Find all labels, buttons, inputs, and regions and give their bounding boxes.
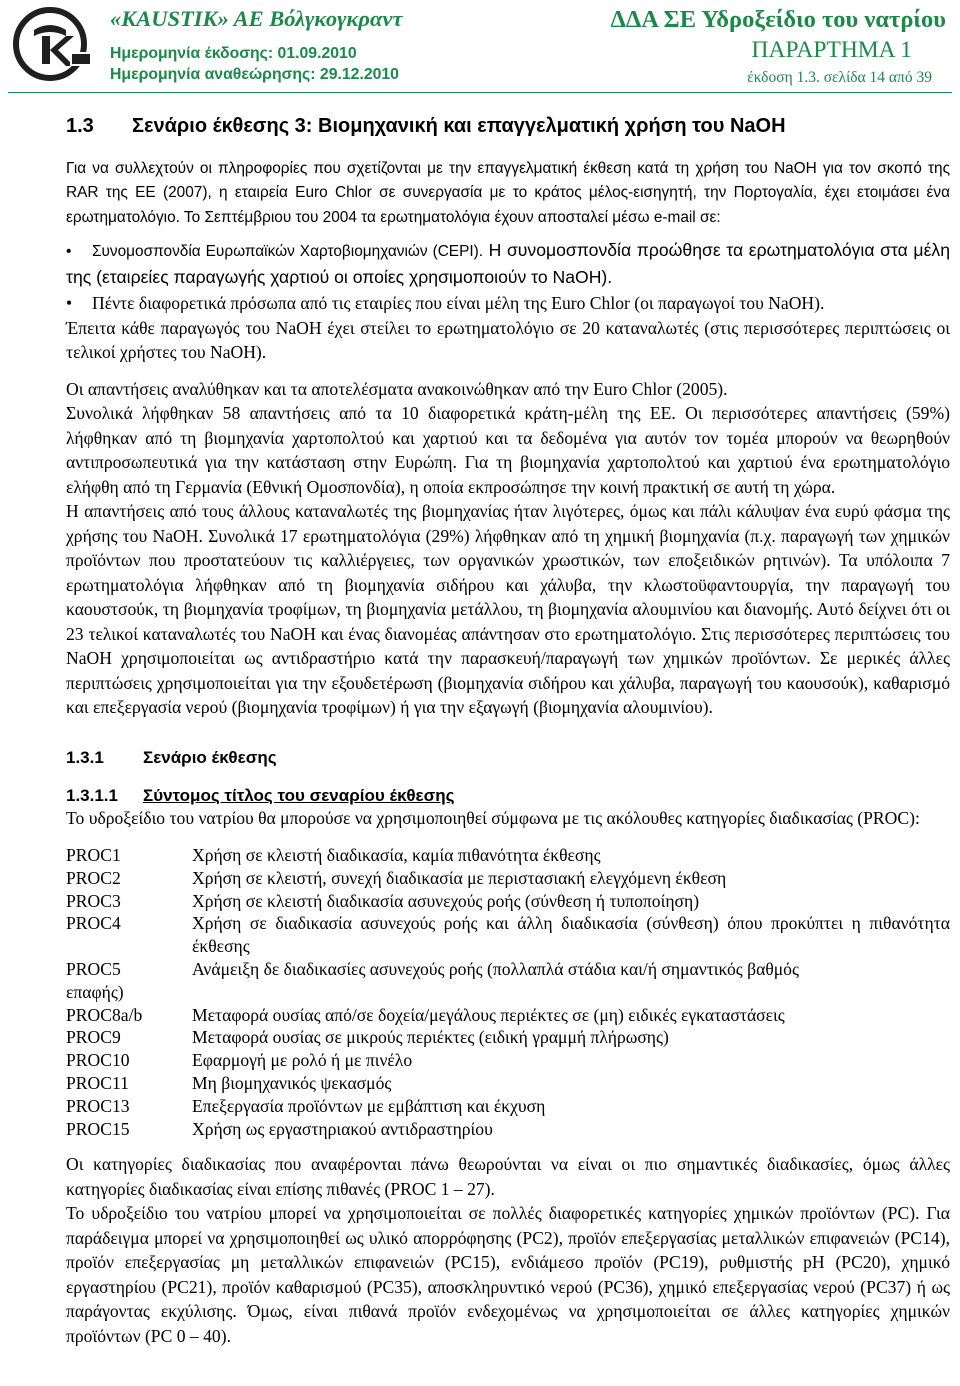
issue-date: Ημερομηνία έκδοσης: 01.09.2010 — [110, 45, 357, 62]
proc-code: PROC10 — [66, 1050, 130, 1071]
section-heading — [66, 115, 950, 138]
table-row — [66, 958, 950, 981]
proc-intro: Το υδροξείδιο του νατρίου θα μπορούσε να χρησιμοποιηθεί σύμφωνα με τις ακόλουθες κατηγορίες διαδικασίας (PROC): — [66, 807, 920, 828]
table-row — [66, 1095, 950, 1118]
proc-description: Επεξεργασία προϊόντων με εμβάπτιση και έκχυση — [192, 1095, 546, 1116]
subsubsection-heading — [66, 786, 950, 806]
paragraph: Συνολικά λήφθηκαν 58 απαντήσεις από τα 10 διαφορετικά κράτη-μέλη της ΕΕ. Οι περισσότερες απαντήσεις (59%) λήφθηκαν από τη βιομηχανία χαρτοπολτού και χαρτιού και τα δεδομένα για αυτόν τον τομέα μπορούν να θεωρηθούν αντιπροσωπευτικά για την κατάσταση στην Ευρώπη. Για τη βιομηχανία χαρτοπολτού και χαρτιού ένα ερωτηματολόγιο ελήφθη από τη Γερμανία (Εθνική Ομοσπονδία), η οποία εκπροσώπησε την κοινή πρακτική σε αυτή τη χώρα. — [66, 403, 950, 497]
table-row — [66, 867, 950, 890]
proc-table — [66, 844, 950, 1140]
paragraph: Οι απαντήσεις αναλύθηκαν και τα αποτελέσματα ανακοινώθηκαν από την Euro Chlor (2005). — [66, 378, 728, 399]
proc-code: PROC9 — [66, 1027, 121, 1048]
proc-code: PROC11 — [66, 1073, 129, 1093]
section-title: Σενάριο έκθεσης 3: Βιομηχανική και επαγγελματική χρήση του NaOH — [132, 115, 786, 137]
kaustik-logo — [12, 6, 92, 82]
proc-code: PROC2 — [66, 867, 121, 888]
section-number: 1.3 — [66, 115, 94, 137]
table-row — [66, 1072, 950, 1095]
subsubsection-number: 1.3.1.1 — [66, 785, 118, 805]
proc-description: Μεταφορά ουσίας από/σε δοχεία/μεγάλους περιέκτες σε (μη) ειδικές εγκαταστάσεις — [192, 1004, 785, 1025]
subsection-number: 1.3.1 — [66, 747, 104, 767]
table-row — [66, 1118, 950, 1141]
proc-code: PROC1 — [66, 845, 121, 866]
bullet-text-continued: Η συνομοσπονδία προώθησε τα ερωτηματολόγια στα μέλη της (εταιρείες παραγωγής χαρτιού οι οποίες χρησιμοποιούν το NaOH). — [66, 240, 950, 287]
proc-description: Χρήση ως εργαστηριακού αντιδραστηρίου — [192, 1118, 493, 1139]
table-row — [66, 981, 950, 1004]
proc-description: Μη βιομηχανικός ψεκασμός — [192, 1073, 392, 1093]
document-title: ΔΔΑ ΣΕ Υδροξείδιο του νατρίου — [610, 6, 946, 33]
company-name: «KAUSTIK» AE Βόλγκογκραντ — [110, 6, 403, 31]
intro-paragraph: Για να συλλεχτούν οι πληροφορίες που σχετίζονται με την επαγγελματική έκθεση κατά τη χρήση του NaOH για τον σκοπό της RAR της ΕΕ (2007), η εταιρεία Euro Chlor σε συνεργασία με το κράτος μέλος-εισηγητή, την Πορτογαλία, έχει ετοιμάσει ένα ερωτηματολόγιο. Το Σεπτέμβριου του 2004 τα ερωτηματολόγια έχουν αποσταλεί μέσω e-mail σε: — [66, 160, 950, 226]
bullet-text: Συνομοσπονδία Ευρωπαϊκών Χαρτοβιομηχανιών (CEPI). — [92, 243, 484, 261]
table-row — [66, 1004, 950, 1027]
subsubsection-title: Σύντομος τίτλος του σεναρίου έκθεσης — [143, 785, 455, 805]
header-divider — [8, 92, 952, 93]
bullet-text: Πέντε διαφορετικά πρόσωπα από τις εταιρίες που είναι μέλη της Euro Chlor (οι παραγωγοί του NaOH). — [92, 293, 825, 314]
bullet-item — [66, 291, 950, 316]
revision-date: Ημερομηνία αναθεώρησης: 29.12.2010 — [110, 66, 399, 83]
proc-code: επαφής) — [66, 981, 124, 1002]
proc-code: PROC15 — [66, 1118, 130, 1139]
annex-label: ΠΑΡΑΡΤΗΜΑ 1 — [751, 37, 912, 63]
proc-description: Χρήση σε διαδικασία ασυνεχούς ροής και άλλη διαδικασία (σύνθεση) όπου προκύπτει η πιθανότητα έκθεσης — [192, 913, 950, 957]
proc-description: Χρήση σε κλειστή διαδικασία, καμία πιθανότητα έκθεσης — [192, 845, 601, 866]
table-row — [66, 1049, 950, 1072]
paragraph: Έπειτα κάθε παραγωγός του NaOH έχει στείλει το ερωτηματολόγιο σε 20 καταναλωτές (στις περισσότερες περιπτώσεις οι τελικοί χρήστες του NaOH). — [66, 317, 950, 363]
proc-code: PROC5 — [66, 959, 121, 980]
table-row — [66, 890, 950, 913]
bullet-dot-icon: • — [66, 243, 72, 261]
table-row — [66, 844, 950, 867]
proc-description: Ανάμειξη δε διαδικασίες ασυνεχούς ροής (πολλαπλά στάδια και/ή σημαντικός βαθμός — [192, 959, 799, 980]
table-row — [66, 1026, 950, 1049]
bullet-item — [66, 238, 950, 291]
proc-code: PROC8a/b — [66, 1004, 143, 1025]
document-body — [66, 115, 950, 1348]
paragraph: Η απαντήσεις από τους άλλους καταναλωτές της βιομηχανίας ήταν λιγότερες, όμως και πάλι κάλυψαν ένα ευρύ φάσμα της χρήσης του NaOH. Συνολικά 17 ερωτηματολόγια (29%) λήφθηκαν από τη χημική βιομηχανία (π.χ. παραγωγή των χημικών προϊόντων που προστατεύουν τις καλλιέργειες, των οργανικών χρωστικών, των εποξειδικών ρητινών). Τα υπόλοιπα 7 ερωτηματολόγια λήφθηκαν από τη βιομηχανία σιδήρου και χάλυβα, την κλωστοϋφαντουργία, την παραγωγή του καουστσούκ, τη βιομηχανία τροφίμων, τη βιομηχανία μετάλλου, τη βιομηχανία αλουμινίου και διανομής. Αυτό δείχνει ότι οι 23 τελικοί καταναλωτές του NaOH και ένας διανομέας απάντησαν στο ερωτηματολόγιο. Στις περισσότερες περιπτώσεις του NaOH χρησιμοποιείται ως αντιδραστήριο κατά την παρασκευή/παραγωγή των χημικών προϊόντων. Σε μερικές άλλες περιπτώσεις χρησιμοποιείται για την εξουδετέρωση (βιομηχανία σιδήρου και χάλυβα, παραγωγή του καουσούκ), καθαρισμό και επεξεργασία νερού (βιομηχανία τροφίμων) ή για την εξαγωγή (βιομηχανία αλουμινίου). — [66, 501, 950, 718]
subsection-heading — [66, 748, 950, 768]
proc-description: Χρήση σε κλειστή, συνεχή διαδικασία με περιστασιακή ελεγχόμενη έκθεση — [192, 867, 727, 888]
subsection-title: Σενάριο έκθεσης — [143, 747, 277, 767]
page-header — [0, 0, 960, 95]
page-info: έκδοση 1.3. σελίδα 14 από 39 — [747, 69, 932, 86]
proc-code: PROC3 — [66, 890, 121, 911]
proc-code: PROC13 — [66, 1095, 130, 1116]
proc-description — [192, 981, 950, 1004]
paragraph: Το υδροξείδιο του νατρίου μπορεί να χρησιμοποιείται σε πολλές διαφορετικές κατηγορίες χημικών προϊόντων (PC). Για παράδειγμα μπορεί να χρησιμοποιηθεί ως υλικό απορρόφησης (PC2), προϊόν επεξεργασίας μεταλλικών επιφανειών (PC14), προϊόν επεξεργασίας μη μεταλλικών επιφανειών (PC15), ενδιάμεσο προϊόν (PC19), ρυθμιστής pH (PC20), χημικό εργαστηρίου (PC21), προϊόν καθαρισμού (PC35), αποσκληρυντικό νερού (PC36), χημικό επεξεργασίας νερού (PC37) ή ως παράγοντας εκχύλισης. Όμως, είναι πιθανά προϊόν ενδεχομένως να χρησιμοποιείται σε άλλες κατηγορίες χημικών προϊόντων (PC 0 – 40). — [66, 1203, 950, 1346]
proc-code: PROC4 — [66, 913, 121, 934]
paragraph: Οι κατηγορίες διαδικασίας που αναφέρονται πάνω θεωρούνται να είναι οι πιο σημαντικές διαδικασίες, όμως άλλες κατηγορίες διαδικασίας είναι επίσης πιθανές (PROC 1 – 27). — [66, 1154, 950, 1199]
proc-description: Χρήση σε κλειστή διαδικασία ασυνεχούς ροής (σύνθεση ή τυποποίηση) — [192, 890, 700, 911]
table-row — [66, 912, 950, 958]
proc-description: Εφαρμογή με ρολό ή με πινέλο — [192, 1050, 413, 1071]
bullet-dot-icon: • — [66, 293, 73, 314]
proc-description: Μεταφορά ουσίας σε μικρούς περιέκτες (ειδική γραμμή πλήρωσης) — [192, 1027, 669, 1048]
